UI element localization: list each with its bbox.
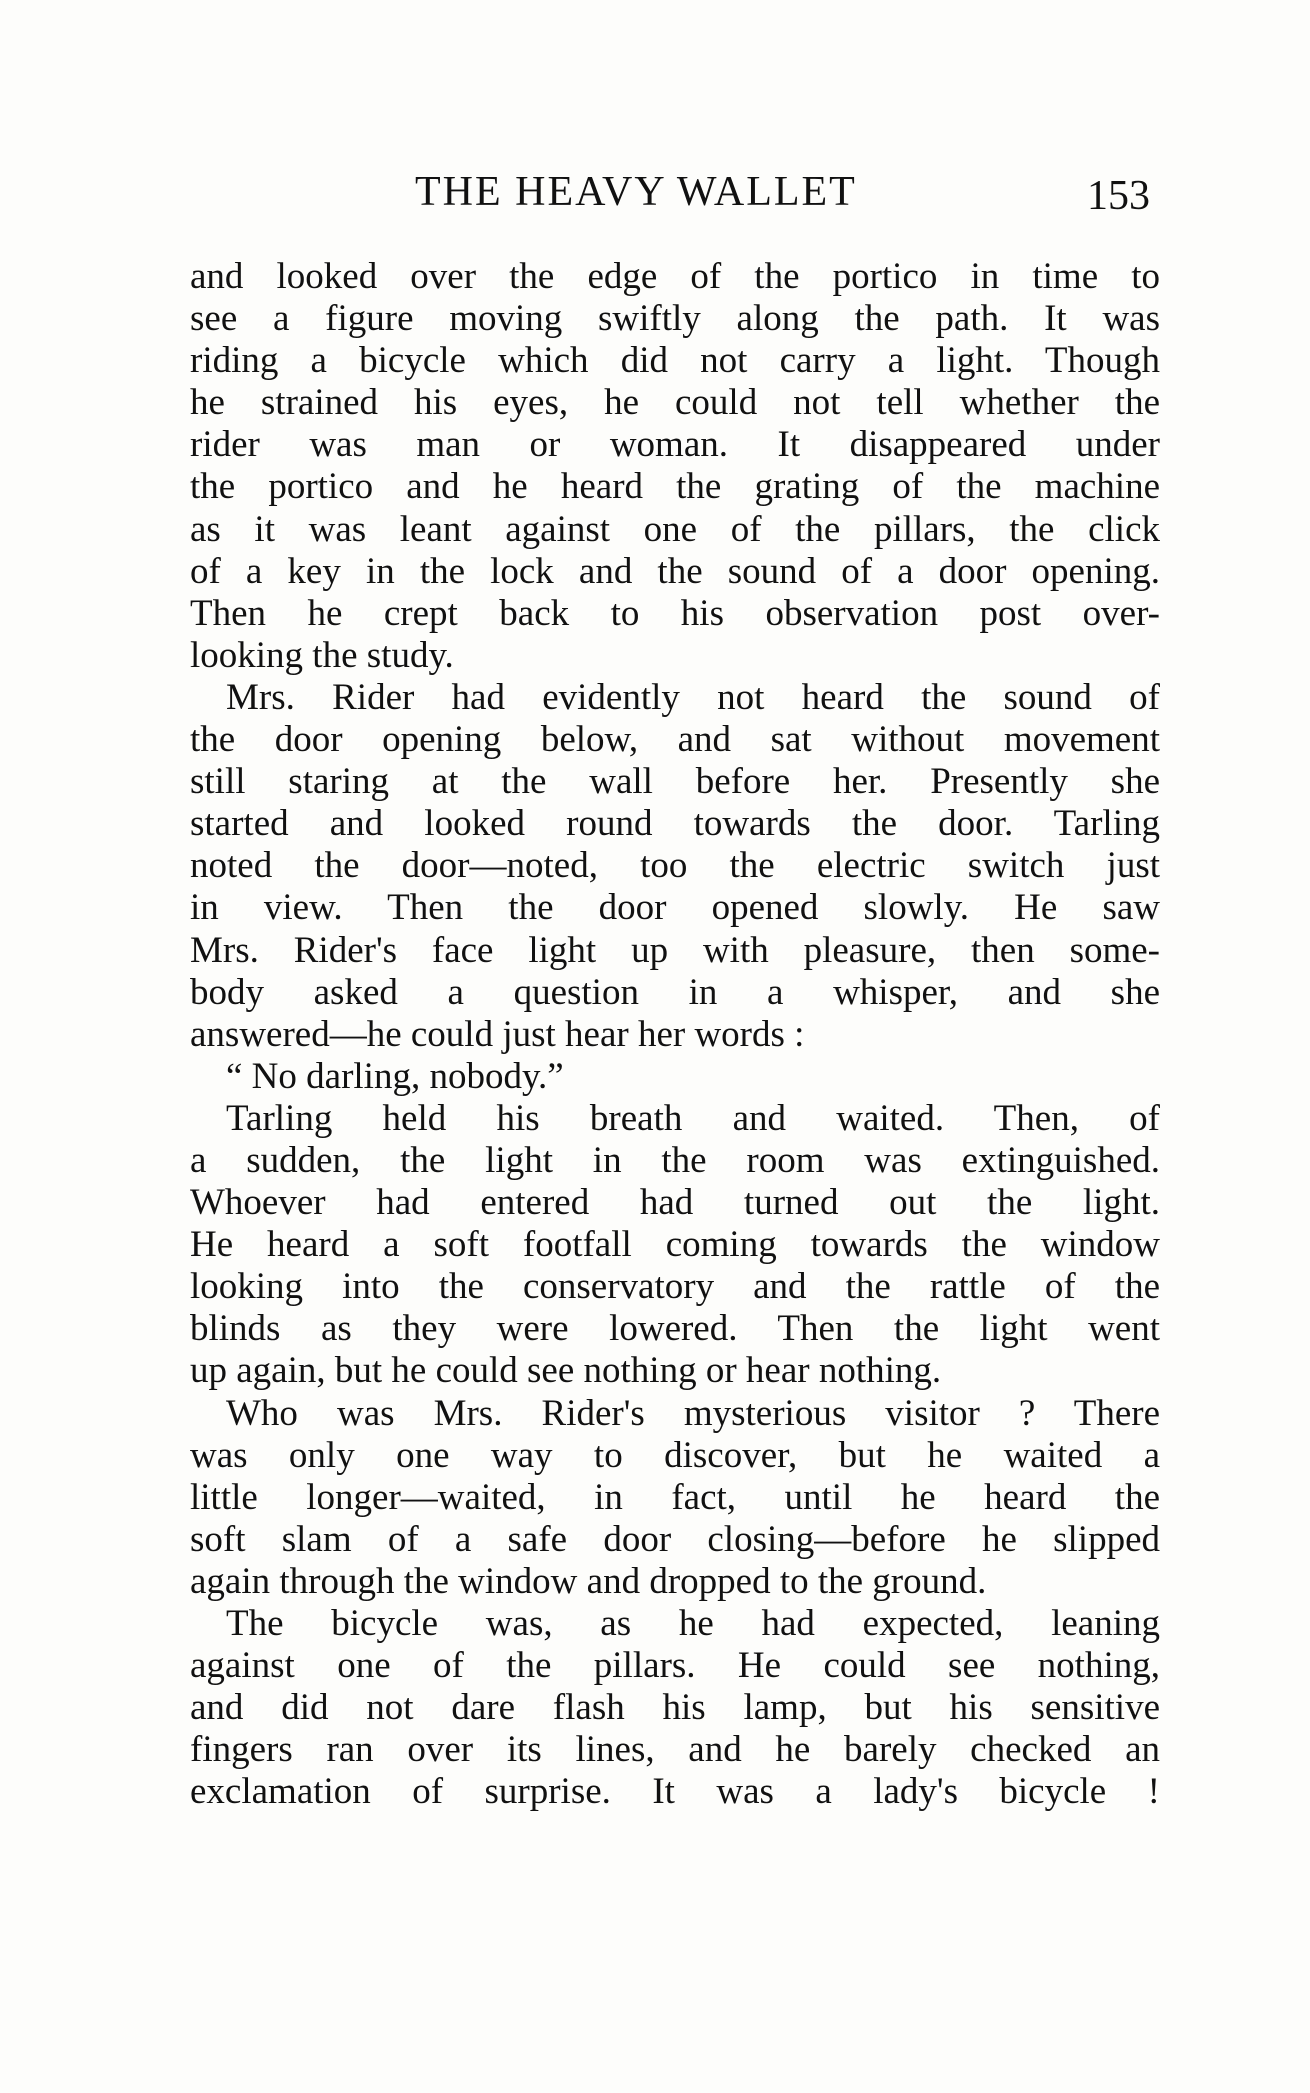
text-line: the portico and he heard the grating of the machine bbox=[190, 466, 1160, 508]
text-line: of a key in the lock and the sound of a door opening. bbox=[190, 550, 1160, 592]
running-head bbox=[190, 168, 1158, 228]
text-line: a sudden, the light in the room was extinguished. bbox=[190, 1139, 1160, 1181]
text-line: was only one way to discover, but he waited a bbox=[190, 1434, 1160, 1476]
text-line: looking the study. bbox=[190, 634, 454, 676]
text-line: Who was Mrs. Rider's mysterious visitor ? There bbox=[226, 1392, 1160, 1434]
text-line: and did not dare flash his lamp, but his sensitive bbox=[190, 1687, 1160, 1729]
text-line: Mrs. Rider had evidently not heard the sound of bbox=[226, 676, 1160, 718]
text-line: still staring at the wall before her. Presently she bbox=[190, 761, 1160, 803]
text-line: little longer—waited, in fact, until he heard the bbox=[190, 1476, 1160, 1518]
text-line: the door opening below, and sat without movement bbox=[190, 719, 1160, 761]
text-line: Whoever had entered had turned out the light. bbox=[190, 1182, 1160, 1224]
text-line: riding a bicycle which did not carry a light. Though bbox=[190, 340, 1160, 382]
text-line: against one of the pillars. He could see nothing, bbox=[190, 1645, 1160, 1687]
body-text bbox=[190, 256, 1160, 1813]
text-line: started and looked round towards the door. Tarling bbox=[190, 803, 1160, 845]
text-line: answered—he could just hear her words : bbox=[190, 1013, 805, 1055]
text-line: Then he crept back to his observation post over- bbox=[190, 592, 1160, 634]
text-line: up again, but he could see nothing or hear nothing. bbox=[190, 1350, 942, 1392]
text-line: He heard a soft footfall coming towards the window bbox=[190, 1224, 1160, 1266]
text-line: looking into the conservatory and the rattle of the bbox=[190, 1266, 1160, 1308]
text-line: blinds as they were lowered. Then the light went bbox=[190, 1308, 1160, 1350]
text-line: noted the door—noted, too the electric switch just bbox=[190, 845, 1160, 887]
text-line: Mrs. Rider's face light up with pleasure, then some- bbox=[190, 929, 1160, 971]
text-line: in view. Then the door opened slowly. He saw bbox=[190, 887, 1160, 929]
text-line: and looked over the edge of the portico in time to bbox=[190, 256, 1160, 297]
text-line: rider was man or woman. It disappeared under bbox=[190, 424, 1160, 466]
text-line: as it was leant against one of the pillars, the click bbox=[190, 508, 1160, 550]
text-line: see a figure moving swiftly along the path. It was bbox=[190, 298, 1160, 340]
text-line: he strained his eyes, he could not tell whether the bbox=[190, 382, 1160, 424]
text-line: “ No darling, nobody.” bbox=[226, 1055, 564, 1097]
text-line: soft slam of a safe door closing—before he slipped bbox=[190, 1518, 1160, 1560]
text-line: Tarling held his breath and waited. Then, of bbox=[226, 1097, 1160, 1139]
text-line: body asked a question in a whisper, and she bbox=[190, 971, 1160, 1013]
text-line: The bicycle was, as he had expected, leaning bbox=[226, 1603, 1160, 1644]
running-title: THE HEAVY WALLET bbox=[415, 169, 857, 215]
text-line: fingers ran over its lines, and he barely checked an bbox=[190, 1729, 1160, 1771]
page-number: 153 bbox=[1087, 173, 1150, 219]
text-line: exclamation of surprise. It was a lady's bicycle ! bbox=[190, 1771, 1160, 1813]
text-line: again through the window and dropped to the ground. bbox=[190, 1560, 987, 1602]
